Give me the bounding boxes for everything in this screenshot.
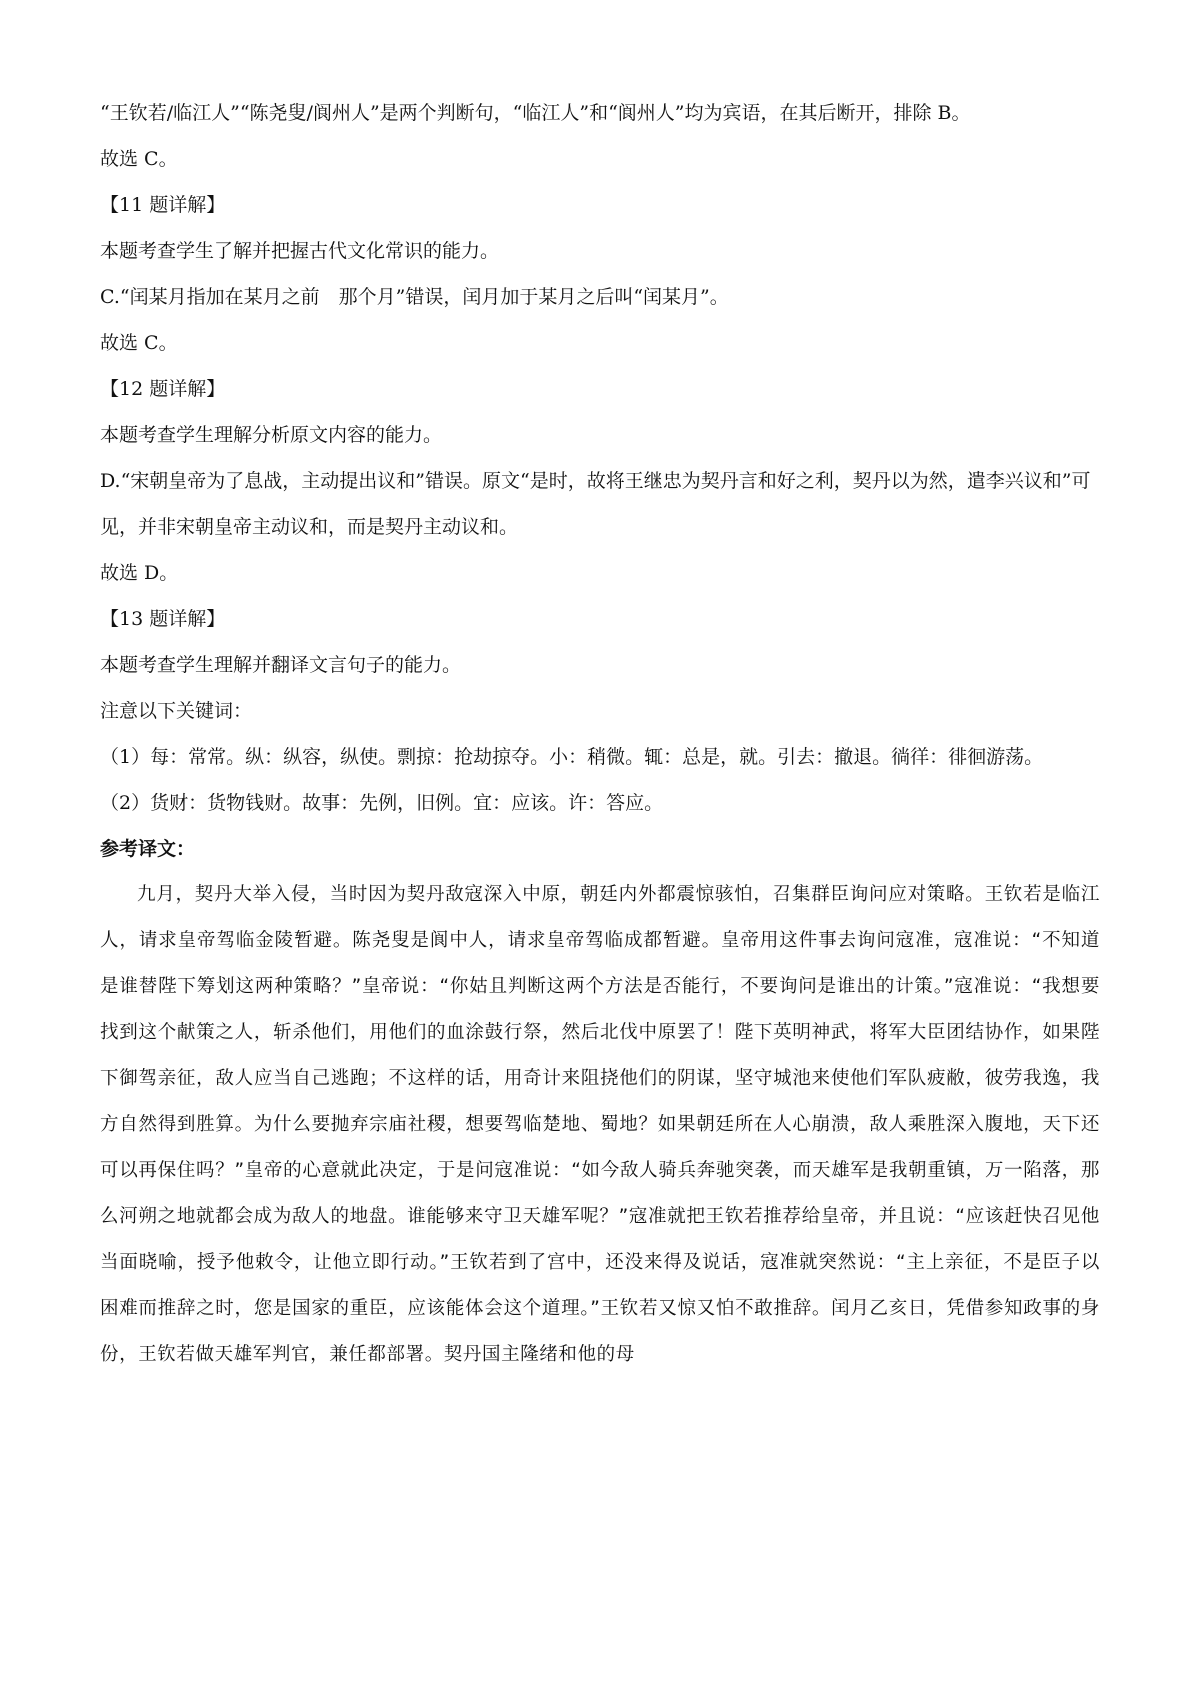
section-12-description: 本题考查学生理解分析原文内容的能力。 [100,424,443,446]
answer-line-2: 故选 C。 [100,332,178,354]
section-13-description: 本题考查学生理解并翻译文言句子的能力。 [100,654,462,676]
document-page [100,90,1100,1378]
answer-line-1: 故选 C。 [100,148,178,170]
section-11-description: 本题考查学生了解并把握古代文化常识的能力。 [100,240,500,262]
section-heading-11: 【11 题详解】 [100,194,226,216]
section-11-analysis: C.“闰某月指加在某月之前 那个月”错误，闰月加于某月之后叫“闰某月”。 [100,286,729,308]
translation-body: 九月，契丹大举入侵，当时因为契丹敌寇深入中原，朝廷内外都震惊骇怕，召集群臣询问应对策略。王钦若是临江人，请求皇帝驾临金陵暂避。陈尧叟是阆中人，请求皇帝驾临成都暂避。皇帝用这件事去询问寇准，寇准说：“不知道是谁替陛下筹划这两种策略？”皇帝说：“你姑且判断这两个方法是否能行，不要询问是谁出的计策。”寇准说：“我想要找到这个献策之人，斩杀他们，用他们的血涂鼓行祭，然后北伐中原罢了！陛下英明神武，将军大臣团结协作，如果陛下御驾亲征，敌人应当自己逃跑；不这样的话，用奇计来阻挠他们的阴谋，坚守城池来使他们军队疲敝，彼劳我逸，我方自然得到胜算。为什么要抛弃宗庙社稷，想要驾临楚地、蜀地？如果朝廷所在人心崩溃，敌人乘胜深入腹地，天下还可以再保住吗？”皇帝的心意就此决定，于是问寇准说：“如今敌人骑兵奔驰突袭，而天雄军是我朝重镇，万一陷落，那么河朔之地就都会成为敌人的地盘。谁能够来守卫天雄军呢？”寇准就把王钦若推荐给皇帝，并且说：“应该赶快召见他当面晓喻，授予他敕令，让他立即行动。”王钦若到了宫中，还没来得及说话，寇准就突然说：“主上亲征，不是臣子以困难而推辞之时，您是国家的重臣，应该能体会这个道理。”王钦若又惊又怕不敢推辞。闰月乙亥日，凭借参知政事的身份，王钦若做天雄军判官，兼任都部署。契丹国主隆绪和他的母 [100,884,1100,1365]
answer-explanation-line-1: “王钦若/临江人”“陈尧叟/阆州人”是两个判断句，“临江人”和“阆州人”均为宾语，在其后断开，排除 B。 [100,102,971,124]
keywords-item-2: （2）货财：货物钱财。故事：先例，旧例。宜：应该。许：答应。 [100,792,664,814]
translation-heading: 参考译文： [100,838,196,860]
keywords-item-1: （1）每：常常。纵：纵容，纵使。剽掠：抢劫掠夺。小：稍微。辄：总是，就。引去：撤退。徜徉：徘徊游荡。 [100,746,1044,768]
section-heading-12: 【12 题详解】 [100,378,226,400]
section-12-analysis: D.“宋朝皇帝为了息战，主动提出议和”错误。原文“是时，故将王继忠为契丹言和好之利，契丹以为然，遣李兴议和”可见，并非宋朝皇帝主动议和，而是契丹主动议和。 [100,470,1091,538]
keywords-intro: 注意以下关键词： [100,700,253,722]
section-heading-13: 【13 题详解】 [100,608,226,630]
answer-line-3: 故选 D。 [100,562,179,584]
